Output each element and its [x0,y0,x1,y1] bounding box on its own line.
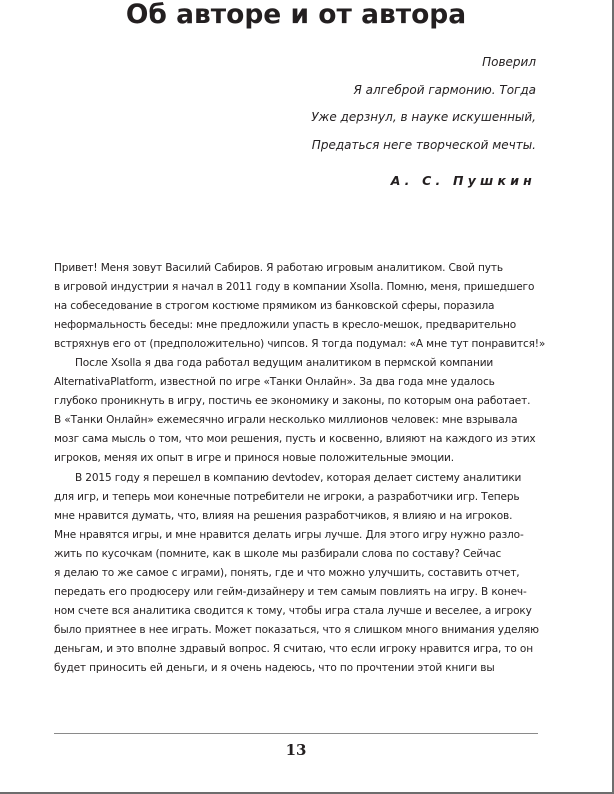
chapter-title: Об авторе и от автора [125,0,467,30]
body-text [54,259,544,678]
body-text-line: Привет! Меня зовут Василий Сабиров. Я работаю игровым аналитиком. Свой путь [54,262,503,274]
body-text-line: на собеседование в строгом костюме прямиком из банковской сферы, поразила [54,300,495,313]
body-text-line: я делаю то же самое с играми), понять, где и что можно улучшить, составить отчет, [54,566,520,579]
page-number: 13 [285,741,307,759]
body-text-line: мне нравится думать, что, влияя на решения разработчиков, я влияю и на игроков. [54,509,513,522]
epigraph-line: Я алгеброй гармонию. Тогда [353,82,536,97]
body-text-line: ном счете вся аналитика сводится к тому, чтобы игра стала лучше и веселее, а игроку [54,604,532,617]
body-text-line: В 2015 году я перешел в компанию devtodev, которая делает систему аналитики [75,471,522,484]
body-text-line: будет приносить ей деньги, и я очень надеюсь, что по прочтении этой книги вы [54,661,495,674]
body-text-line: После Xsolla я два года работал ведущим аналитиком в пермской компании [75,357,494,370]
body-text-line: в игровой индустрии я начал в 2011 году в компании Xsolla. Помню, меня, пришедшего [54,281,535,294]
body-text-line: игроков, меняя их опыт в игре и принося новые положительные эмоции. [54,452,454,465]
body-text-line: неформальность беседы: мне предложили упасть в кресло-мешок, предварительно [54,319,517,332]
body-text-line: глубоко проникнуть в игру, постичь ее экономику и законы, по которым она работает. [54,395,531,408]
body-text-line: мозг сама мысль о том, что мои решения, пусть и косвенно, влияют на каждого из этих [54,433,536,446]
body-text-line: AlternativaPlatform, известной по игре «Танки Онлайн». За два года мне удалось [54,376,495,389]
body-text-line: В «Танки Онлайн» ежемесячно играли несколько миллионов человек: мне взрывала [54,414,518,427]
epigraph-line: Поверил [482,55,536,69]
epigraph-line: Предаться неге творческой мечты. [311,138,536,153]
body-text-line: было приятнее в нее играть. Может показаться, что я слишком много внимания уделяю [54,623,539,636]
body-text-line: деньгам, и это вполне здравый вопрос. Я считаю, что если игроку нравится игра, то он [54,642,533,655]
epigraph [311,49,536,160]
footer-rule [54,733,538,734]
body-text-line: жить по кусочкам (помните, как в школе мы разбирали слова по составу? Сейчас [54,547,502,560]
epigraph-line: Уже дерзнул, в науке искушенный, [311,110,536,125]
epigraph-author: А. С. Пушкин [390,173,536,188]
body-text-line: для игр, и теперь мои конечные потребители не игроки, а разработчики игр. Теперь [54,490,520,503]
body-text-line: встряхнув его от (предположительно) чипсов. Я тогда подумал: «А мне тут понравится!» [54,338,546,351]
body-text-line: Мне нравятся игры, и мне нравится делать игры лучше. Для этого игру нужно разло- [54,528,524,541]
body-text-line: передать его продюсеру или гейм-дизайнеру и тем самым повлиять на игру. В конеч- [54,585,527,598]
